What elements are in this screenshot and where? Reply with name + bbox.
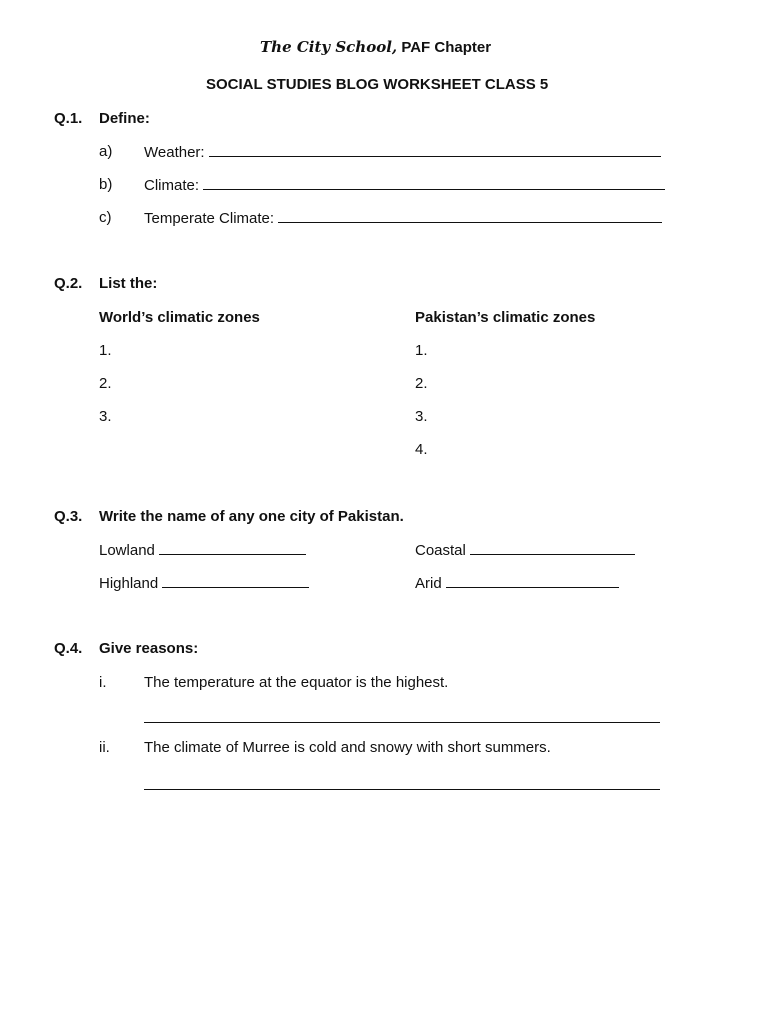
q1-item-c-marker: c) (99, 209, 112, 226)
temperate-climate-answer-blank[interactable] (278, 209, 662, 223)
q2-number: Q.2. (54, 275, 83, 292)
world-zone-item-2[interactable]: 2. (99, 375, 112, 392)
q1-prompt: Define: (99, 110, 150, 127)
world-zone-item-1[interactable]: 1. (99, 342, 112, 359)
coastal-label: Coastal (415, 542, 466, 559)
q4-item-i-answer-line[interactable] (144, 722, 660, 723)
world-zones-heading: World’s climatic zones (99, 309, 260, 326)
q4-item-ii-marker: ii. (99, 739, 110, 756)
q1-item-c (144, 209, 662, 228)
coastal-answer-blank[interactable] (470, 541, 635, 555)
q1-item-a-marker: a) (99, 143, 113, 160)
climate-answer-blank[interactable] (203, 176, 665, 190)
q4-item-ii-answer-line[interactable] (144, 789, 660, 790)
highland-field (99, 574, 309, 593)
q4-item-i-text: The temperature at the equator is the highest. (144, 674, 449, 691)
chapter-name: PAF Chapter (401, 39, 492, 56)
q2-prompt: List the: (99, 275, 158, 292)
worksheet-header (260, 38, 491, 57)
lowland-field (99, 541, 306, 560)
pakistan-zone-item-1[interactable]: 1. (415, 342, 428, 359)
lowland-answer-blank[interactable] (159, 541, 306, 555)
pakistan-zone-item-4[interactable]: 4. (415, 441, 428, 458)
q1-item-b (144, 176, 665, 195)
arid-field (415, 574, 619, 593)
q4-item-i-marker: i. (99, 674, 107, 691)
world-zone-item-3[interactable]: 3. (99, 408, 112, 425)
arid-label: Arid (415, 575, 442, 592)
q1-item-a (144, 143, 661, 162)
worksheet-title: SOCIAL STUDIES BLOG WORKSHEET CLASS 5 (206, 76, 549, 93)
school-name: The City School, (260, 38, 398, 56)
lowland-label: Lowland (99, 542, 155, 559)
q3-prompt: Write the name of any one city of Pakistan. (99, 508, 404, 525)
q3-number: Q.3. (54, 508, 83, 525)
q1-item-b-label: Climate: (144, 177, 200, 194)
highland-label: Highland (99, 575, 159, 592)
q1-item-a-label: Weather: (144, 144, 205, 161)
q1-item-c-label: Temperate Climate: (144, 210, 275, 227)
coastal-field (415, 541, 635, 560)
pakistan-zone-item-3[interactable]: 3. (415, 408, 428, 425)
weather-answer-blank[interactable] (209, 143, 661, 157)
highland-answer-blank[interactable] (162, 574, 309, 588)
arid-answer-blank[interactable] (446, 574, 619, 588)
q4-prompt: Give reasons: (99, 640, 199, 657)
q4-number: Q.4. (54, 640, 83, 657)
q1-number: Q.1. (54, 110, 83, 127)
q1-item-b-marker: b) (99, 176, 113, 193)
pakistan-zone-item-2[interactable]: 2. (415, 375, 428, 392)
pakistan-zones-heading: Pakistan’s climatic zones (415, 309, 596, 326)
q4-item-ii-text: The climate of Murree is cold and snowy with short summers. (144, 739, 551, 756)
